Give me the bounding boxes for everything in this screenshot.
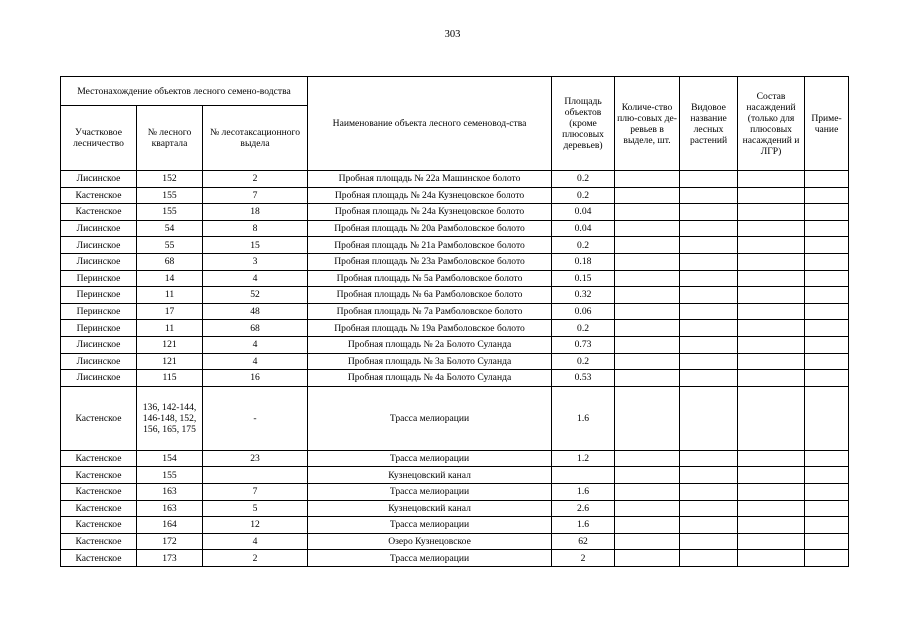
forestry-cell: Лисинское: [61, 370, 137, 387]
composition-cell: [738, 220, 805, 237]
composition-cell: [738, 204, 805, 221]
area-cell: 0.73: [552, 336, 615, 353]
composition-cell: [738, 253, 805, 270]
quarter-cell: 155: [137, 204, 203, 221]
allotment-cell: 4: [203, 533, 308, 550]
object-name-cell: Пробная площадь № 21а Рамболовское болото: [308, 237, 552, 254]
table-body: [61, 171, 849, 567]
object-name-cell: Пробная площадь № 24а Кузнецовское болото: [308, 204, 552, 221]
allotment-cell: 3: [203, 253, 308, 270]
tree-count-cell: [615, 370, 680, 387]
composition-cell: [738, 287, 805, 304]
species-cell: [680, 270, 738, 287]
tree-count-cell: [615, 483, 680, 500]
tree-count-cell: [615, 517, 680, 534]
tree-count-cell: [615, 500, 680, 517]
note-cell: [805, 336, 849, 353]
table-row: [61, 483, 849, 500]
tree-count-cell: [615, 220, 680, 237]
table-row: [61, 517, 849, 534]
note-cell: [805, 450, 849, 467]
allotment-cell: 8: [203, 220, 308, 237]
table-row: [61, 287, 849, 304]
quarter-cell: 55: [137, 237, 203, 254]
area-cell: 62: [552, 533, 615, 550]
note-cell: [805, 253, 849, 270]
species-cell: [680, 517, 738, 534]
composition-cell: [738, 500, 805, 517]
forestry-cell: Кастенское: [61, 550, 137, 567]
table-row: [61, 353, 849, 370]
species-cell: [680, 303, 738, 320]
allotment-cell: 7: [203, 483, 308, 500]
allotment-cell: 16: [203, 370, 308, 387]
quarter-cell: 14: [137, 270, 203, 287]
allotment-cell: 48: [203, 303, 308, 320]
composition-cell: [738, 336, 805, 353]
note-cell: [805, 550, 849, 567]
allotment-cell: 18: [203, 204, 308, 221]
area-cell: 2.6: [552, 500, 615, 517]
object-name-cell: Трасса мелиорации: [308, 386, 552, 450]
table-row: [61, 253, 849, 270]
table-row: [61, 533, 849, 550]
object-name-cell: Пробная площадь № 4а Болото Суланда: [308, 370, 552, 387]
area-cell: 0.15: [552, 270, 615, 287]
allotment-cell: 4: [203, 353, 308, 370]
forestry-cell: Кастенское: [61, 483, 137, 500]
area-cell: 1.6: [552, 386, 615, 450]
area-cell: 0.2: [552, 353, 615, 370]
tree-count-cell: [615, 187, 680, 204]
object-name-cell: Пробная площадь № 5а Рамболовское болото: [308, 270, 552, 287]
table-row: [61, 336, 849, 353]
species-cell: [680, 320, 738, 337]
composition-cell: [738, 450, 805, 467]
tree-count-cell: [615, 450, 680, 467]
area-cell: 0.2: [552, 171, 615, 188]
tree-count-cell: [615, 270, 680, 287]
species-cell: [680, 467, 738, 484]
species-cell: [680, 500, 738, 517]
note-cell: [805, 353, 849, 370]
object-name-cell: Пробная площадь № 6а Рамболовское болото: [308, 287, 552, 304]
species-cell: [680, 386, 738, 450]
table-row: [61, 237, 849, 254]
quarter-cell: 152: [137, 171, 203, 188]
forestry-cell: Кастенское: [61, 204, 137, 221]
tree-count-cell: [615, 253, 680, 270]
area-cell: 1.2: [552, 450, 615, 467]
tree-count-cell: [615, 204, 680, 221]
allotment-cell: 4: [203, 336, 308, 353]
tree-count-cell: [615, 320, 680, 337]
location-group-header: Местонахождение объектов лесного семено-водства: [61, 77, 308, 106]
quarter-cell: 173: [137, 550, 203, 567]
composition-cell: [738, 533, 805, 550]
note-cell: [805, 533, 849, 550]
tree-count-cell: [615, 533, 680, 550]
forestry-cell: Перинское: [61, 303, 137, 320]
seed-objects-table: [60, 76, 849, 567]
forestry-cell: Кастенское: [61, 450, 137, 467]
table-row: [61, 303, 849, 320]
forestry-cell: Кастенское: [61, 467, 137, 484]
quarter-cell: 121: [137, 336, 203, 353]
forestry-cell: Перинское: [61, 320, 137, 337]
quarter-header: № лесного квартала: [137, 106, 203, 171]
area-cell: 0.32: [552, 287, 615, 304]
quarter-cell: 155: [137, 467, 203, 484]
table-row: [61, 270, 849, 287]
forestry-cell: Кастенское: [61, 500, 137, 517]
forestry-cell: Лисинское: [61, 353, 137, 370]
tree-count-cell: [615, 303, 680, 320]
allotment-cell: 2: [203, 550, 308, 567]
table-row: [61, 187, 849, 204]
note-cell: [805, 187, 849, 204]
quarter-cell: 136, 142-144, 146-148, 152, 156, 165, 175: [137, 386, 203, 450]
object-name-cell: Трасса мелиорации: [308, 550, 552, 567]
object-name-cell: Трасса мелиорации: [308, 483, 552, 500]
allotment-cell: 5: [203, 500, 308, 517]
note-cell: [805, 204, 849, 221]
object-name-cell: Пробная площадь № 2а Болото Суланда: [308, 336, 552, 353]
allotment-cell: 4: [203, 270, 308, 287]
allotment-cell: 12: [203, 517, 308, 534]
allotment-header: № лесотаксационного выдела: [203, 106, 308, 171]
area-cell: 0.04: [552, 204, 615, 221]
area-cell: 2: [552, 550, 615, 567]
quarter-cell: 163: [137, 500, 203, 517]
allotment-cell: 2: [203, 171, 308, 188]
forestry-cell: Лисинское: [61, 171, 137, 188]
table-row: [61, 467, 849, 484]
tree-count-cell: [615, 550, 680, 567]
quarter-cell: 164: [137, 517, 203, 534]
note-cell: [805, 370, 849, 387]
species-cell: [680, 237, 738, 254]
species-cell: [680, 171, 738, 188]
area-header: Площадь объектов (кроме плюсовых деревьев): [552, 77, 615, 171]
note-cell: [805, 517, 849, 534]
table-row: [61, 220, 849, 237]
forestry-cell: Лисинское: [61, 220, 137, 237]
object-name-cell: Пробная площадь № 23а Рамболовское болото: [308, 253, 552, 270]
allotment-cell: 23: [203, 450, 308, 467]
note-cell: [805, 237, 849, 254]
composition-cell: [738, 467, 805, 484]
object-name-cell: Пробная площадь № 24а Кузнецовское болото: [308, 187, 552, 204]
quarter-cell: 154: [137, 450, 203, 467]
composition-cell: [738, 386, 805, 450]
note-cell: [805, 320, 849, 337]
species-header: Видовое название лесных растений: [680, 77, 738, 171]
note-cell: [805, 171, 849, 188]
tree-count-cell: [615, 353, 680, 370]
allotment-cell: 68: [203, 320, 308, 337]
object-name-cell: Пробная площадь № 7а Рамболовское болото: [308, 303, 552, 320]
area-cell: 0.04: [552, 220, 615, 237]
forestry-cell: Кастенское: [61, 517, 137, 534]
allotment-cell: 52: [203, 287, 308, 304]
tree-count-cell: [615, 237, 680, 254]
forestry-cell: Лисинское: [61, 336, 137, 353]
note-cell: [805, 386, 849, 450]
quarter-cell: 163: [137, 483, 203, 500]
composition-cell: [738, 270, 805, 287]
table-row: [61, 171, 849, 188]
note-cell: [805, 483, 849, 500]
composition-cell: [738, 171, 805, 188]
quarter-cell: 155: [137, 187, 203, 204]
area-cell: 0.06: [552, 303, 615, 320]
object-name-header: Наименование объекта лесного семеновод-ства: [308, 77, 552, 171]
area-cell: 0.2: [552, 237, 615, 254]
species-cell: [680, 353, 738, 370]
species-cell: [680, 287, 738, 304]
quarter-cell: 172: [137, 533, 203, 550]
composition-cell: [738, 303, 805, 320]
quarter-cell: 11: [137, 287, 203, 304]
object-name-cell: Трасса мелиорации: [308, 450, 552, 467]
quarter-cell: 11: [137, 320, 203, 337]
composition-cell: [738, 187, 805, 204]
forestry-cell: Перинское: [61, 287, 137, 304]
note-cell: [805, 220, 849, 237]
allotment-cell: [203, 467, 308, 484]
area-cell: 0.18: [552, 253, 615, 270]
allotment-cell: 15: [203, 237, 308, 254]
composition-cell: [738, 483, 805, 500]
species-cell: [680, 483, 738, 500]
area-cell: [552, 467, 615, 484]
area-cell: 0.53: [552, 370, 615, 387]
forestry-cell: Перинское: [61, 270, 137, 287]
quarter-cell: 121: [137, 353, 203, 370]
forestry-cell: Кастенское: [61, 533, 137, 550]
forestry-header: Участковое лесничество: [61, 106, 137, 171]
object-name-cell: Кузнецовский канал: [308, 467, 552, 484]
forestry-cell: Лисинское: [61, 237, 137, 254]
table-row: [61, 450, 849, 467]
object-name-cell: Пробная площадь № 19а Рамболовское болото: [308, 320, 552, 337]
note-cell: [805, 270, 849, 287]
forestry-cell: Кастенское: [61, 187, 137, 204]
allotment-cell: -: [203, 386, 308, 450]
forestry-cell: Лисинское: [61, 253, 137, 270]
object-name-cell: Озеро Кузнецовское: [308, 533, 552, 550]
composition-cell: [738, 320, 805, 337]
object-name-cell: Кузнецовский канал: [308, 500, 552, 517]
table-row: [61, 370, 849, 387]
tree-count-cell: [615, 467, 680, 484]
composition-cell: [738, 517, 805, 534]
composition-cell: [738, 353, 805, 370]
forestry-cell: Кастенское: [61, 386, 137, 450]
note-cell: [805, 287, 849, 304]
species-cell: [680, 220, 738, 237]
quarter-cell: 115: [137, 370, 203, 387]
composition-cell: [738, 237, 805, 254]
note-header: Приме-чание: [805, 77, 849, 171]
table-row: [61, 500, 849, 517]
object-name-cell: Пробная площадь № 20а Рамболовское болото: [308, 220, 552, 237]
species-cell: [680, 550, 738, 567]
allotment-cell: 7: [203, 187, 308, 204]
species-cell: [680, 450, 738, 467]
quarter-cell: 68: [137, 253, 203, 270]
composition-header: Состав насаждений (только для плюсовых насаждений и ЛГР): [738, 77, 805, 171]
species-cell: [680, 253, 738, 270]
object-name-cell: Пробная площадь № 22а Машинское болото: [308, 171, 552, 188]
area-cell: 0.2: [552, 187, 615, 204]
note-cell: [805, 467, 849, 484]
object-name-cell: Пробная площадь № 3а Болото Суланда: [308, 353, 552, 370]
species-cell: [680, 533, 738, 550]
table-row: [61, 386, 849, 450]
species-cell: [680, 187, 738, 204]
note-cell: [805, 303, 849, 320]
tree-count-cell: [615, 171, 680, 188]
tree-count-cell: [615, 386, 680, 450]
species-cell: [680, 336, 738, 353]
composition-cell: [738, 550, 805, 567]
page-number: 303: [444, 29, 461, 40]
quarter-cell: 54: [137, 220, 203, 237]
tree-count-header: Количе-ство плю-совых де-ревьев в выделе, шт.: [615, 77, 680, 171]
tree-count-cell: [615, 287, 680, 304]
tree-count-cell: [615, 336, 680, 353]
composition-cell: [738, 370, 805, 387]
table-row: [61, 320, 849, 337]
area-cell: 1.6: [552, 517, 615, 534]
note-cell: [805, 500, 849, 517]
species-cell: [680, 204, 738, 221]
quarter-cell: 17: [137, 303, 203, 320]
area-cell: 1.6: [552, 483, 615, 500]
area-cell: 0.2: [552, 320, 615, 337]
object-name-cell: Трасса мелиорации: [308, 517, 552, 534]
table-row: [61, 204, 849, 221]
species-cell: [680, 370, 738, 387]
table-row: [61, 550, 849, 567]
